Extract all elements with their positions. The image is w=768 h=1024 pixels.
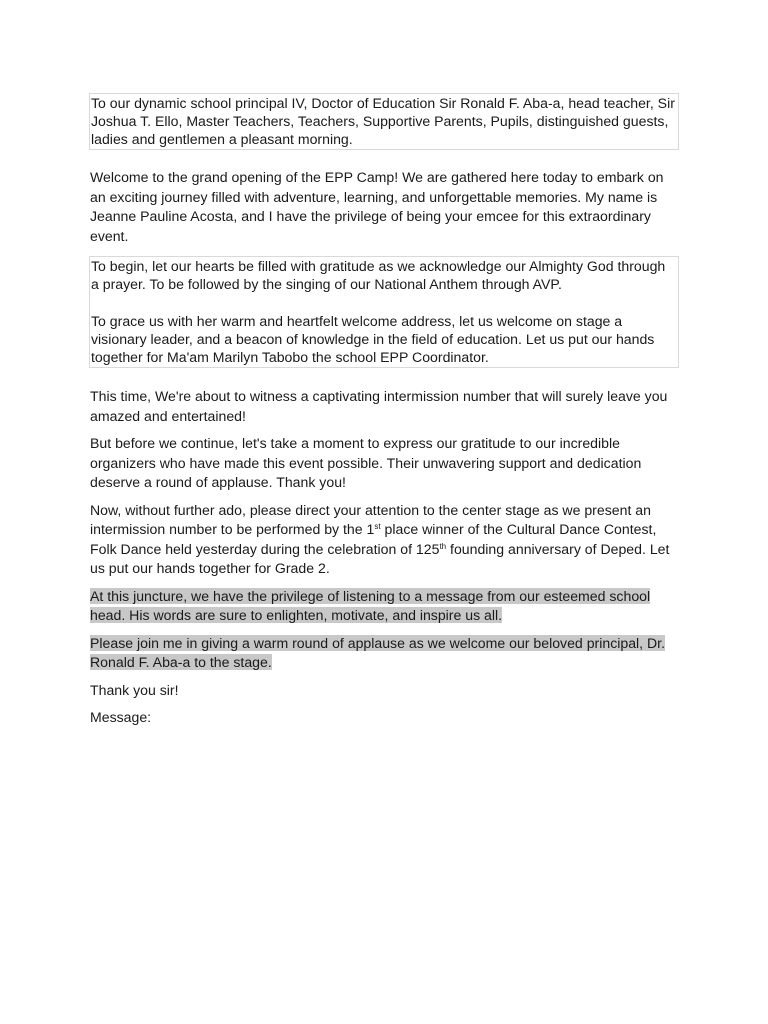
juncture-highlighted-text: At this juncture, we have the privilege of listening to a message from our esteemed school head. His words are sure to enlighten, motivate, and inspire us all. bbox=[90, 587, 651, 623]
welcome-address-paragraph: To grace us with her warm and heartfelt welcome address, let us welcome on stage a visionary leader, and a beacon of knowledge in the field of education. Let us put our hands together for Ma'am Marilyn Tabobo the school EPP Coordinator. bbox=[91, 313, 655, 365]
gratitude-paragraph: But before we continue, let's take a moment to express our gratitude to our incredible organizers who have made this event possible. Their unwavering support and dedication deserve a round of applause. Thank you! bbox=[90, 435, 642, 490]
welcome-paragraph: Welcome to the grand opening of the EPP Camp! We are gathered here today to embark on an exciting journey filled with adventure, learning, and unforgettable memories. My name is Jeanne Pauline Acosta, and I have the privilege of being your emcee for this extraordinary event. bbox=[90, 169, 664, 244]
document-body bbox=[90, 93, 680, 728]
performance-paragraph bbox=[90, 501, 680, 579]
thanks-line: Thank you sir! bbox=[90, 681, 179, 698]
juncture-paragraph bbox=[90, 587, 680, 626]
ordinal-superscript-th: th bbox=[439, 541, 447, 551]
message-label: Message: bbox=[90, 709, 152, 725]
performance-text-1: Now, without further ado, please direct your attention to the center stage as we present an intermission number to be performed by the 1 bbox=[90, 501, 651, 537]
intermission-paragraph: This time, We're about to witness a captivating intermission number that will surely leave you amazed and entertained! bbox=[90, 388, 668, 424]
ordinal-superscript-st: st bbox=[374, 522, 381, 531]
performance-text-3: founding anniversary of Deped. Let us put our hands together for Grade 2. bbox=[90, 540, 670, 576]
opening-textbox bbox=[89, 93, 679, 150]
program-textbox bbox=[89, 256, 679, 368]
performance-text-2: place winner of the Cultural Dance Contest, Folk Dance held yesterday during the celebration of 125 bbox=[90, 521, 657, 557]
applause-highlighted-text: Please join me in giving a warm round of applause as we welcome our beloved principal, Dr. Ronald F. Aba-a to the stage. bbox=[90, 634, 666, 670]
prayer-paragraph: To begin, let our hearts be filled with gratitude as we acknowledge our Almighty God through a prayer. To be followed by the singing of our National Anthem through AVP. bbox=[91, 258, 666, 292]
applause-paragraph bbox=[90, 634, 680, 673]
opening-salutation: To our dynamic school principal IV, Doctor of Education Sir Ronald F. Aba-a, head teacher, Sir Joshua T. Ello, Master Teachers, Teachers, Supportive Parents, Pupils, distinguished guests, ladies and gentlemen a pleasant morning. bbox=[91, 95, 675, 147]
